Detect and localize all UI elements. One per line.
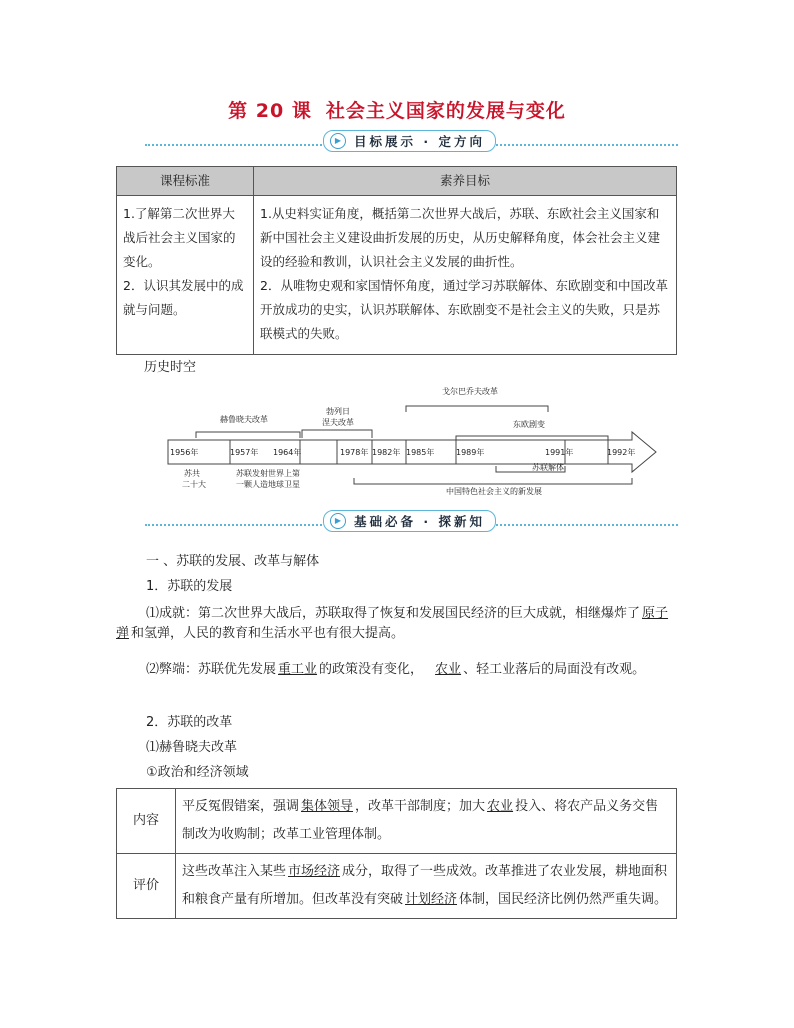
page-title <box>0 96 794 123</box>
satellite-label-1: 苏联发射世界上第 <box>236 469 300 478</box>
standards-table <box>116 166 677 355</box>
year-label: 1989年 <box>456 448 485 457</box>
basics-banner-tab <box>323 510 496 532</box>
year-label: 1956年 <box>170 448 199 457</box>
subheading-reform: 2．苏联的改革 <box>146 715 233 730</box>
year-label: 1957年 <box>230 448 259 457</box>
congress-label-2: 二十大 <box>182 480 206 489</box>
standard-item: 2．认识其发展中的成就与问题。 <box>123 278 244 317</box>
dissolution-label: 苏联解体 <box>532 463 564 472</box>
timeline-label: 历史时空 <box>144 360 197 375</box>
satellite-label-2: 一颗人造地球卫星 <box>236 480 300 489</box>
china-label: 中国特色社会主义的新发展 <box>446 487 542 496</box>
congress-label-1: 苏共 <box>184 469 200 478</box>
row-label: 内容 <box>117 789 176 854</box>
content-cell: 平反冤假错案，强调 集体领导 ，改革干部制度；加大 农业 投入、将农产品义务交售制改为收购制；改革工业管理体制。 <box>176 789 677 854</box>
brace-china <box>354 478 632 484</box>
history-timeline <box>160 378 660 498</box>
standards-left-cell <box>117 196 254 355</box>
arrow-circle-icon: ▶ <box>330 513 346 529</box>
section-heading: 一 、苏联的发展、改革与解体 <box>146 554 320 569</box>
year-label: 1991年 <box>545 448 574 457</box>
basics-banner-text: 基础必备 · 探新知 <box>354 514 485 529</box>
brace-gorbachev <box>406 406 548 412</box>
brace-khrushchev <box>196 432 300 438</box>
year-label: 1964年 <box>273 448 302 457</box>
lesson-name: 社会主义国家的发展与变化 <box>325 100 566 122</box>
khrushchev-label: 赫鲁晓夫改革 <box>220 415 268 424</box>
standards-header-left: 课程标准 <box>117 167 254 196</box>
standard-item: 1.了解第二次世界大战后社会主义国家的变化。 <box>123 206 236 269</box>
year-label: 1992年 <box>607 448 636 457</box>
answer-blank: 集体领导 <box>301 799 354 814</box>
basics-banner <box>145 510 678 534</box>
goals-banner-tab <box>323 130 496 152</box>
goal-item: 2．从唯物史观和家国情怀角度，通过学习苏联解体、东欧剧变和中国改革开放成功的史实，认识苏联解体、东欧剧变不是社会主义的失败，只是苏联模式的失败。 <box>260 278 668 341</box>
standards-header-right: 素养目标 <box>254 167 677 196</box>
paragraph-drawbacks: ⑵弊端：苏联优先发展 重工业 的政策没有变化， 农业 、轻工业落后的局面没有改观。 <box>146 662 646 677</box>
row-label: 评价 <box>117 854 176 919</box>
answer-blank: 计划经济 <box>405 892 458 907</box>
gorbachev-label: 戈尔巴乔夫改革 <box>442 387 498 396</box>
brezhnev-label-1: 勃列日 <box>326 407 350 416</box>
goals-banner-text: 目标展示 · 定方向 <box>354 134 485 149</box>
brace-brezhnev <box>302 430 372 438</box>
arrow-circle-icon: ▶ <box>330 133 346 149</box>
goal-item: 1.从史料实证角度，概括第二次世界大战后，苏联、东欧社会主义国家和新中国社会主义建设曲折发展的历史，从历史解释角度，体会社会主义建设的经验和教训，认识社会主义发展的曲折性。 <box>260 206 661 269</box>
answer-blank: 农业 <box>487 799 514 814</box>
standards-right-cell <box>254 196 677 355</box>
east-europe-label: 东欧剧变 <box>513 420 545 429</box>
paragraph-achievements: ⑴成就：第二次世界大战后，苏联取得了恢复和发展国民经济的巨大成就，相继爆炸了 原子弹 和氢弹，人民的教育和生活水平也有很大提高。 <box>116 606 669 641</box>
goals-banner <box>145 130 678 154</box>
subheading-politics-economy: ①政治和经济领域 <box>146 765 249 780</box>
year-label: 1978年 <box>340 448 369 457</box>
answer-blank: 市场经济 <box>288 864 341 879</box>
evaluation-cell: 这些改革注入某些 市场经济 成分，取得了一些成效。改革推进了农业发展，耕地面积和粮食产量有所增加。但改革没有突破 计划经济 体制，国民经济比例仍然严重失调。 <box>176 854 677 919</box>
year-label: 1982年 <box>372 448 401 457</box>
reform-content-table <box>116 788 677 919</box>
subheading-development: 1．苏联的发展 <box>146 579 233 594</box>
answer-blank: 原子弹 <box>116 606 669 641</box>
lesson-number: 第 20 课 <box>228 100 312 122</box>
answer-blank: 农业 <box>435 662 462 677</box>
year-label: 1985年 <box>406 448 435 457</box>
answer-blank: 重工业 <box>278 662 318 677</box>
brezhnev-label-2: 涅夫改革 <box>322 418 354 427</box>
subheading-khrushchev: ⑴赫鲁晓夫改革 <box>146 740 238 755</box>
